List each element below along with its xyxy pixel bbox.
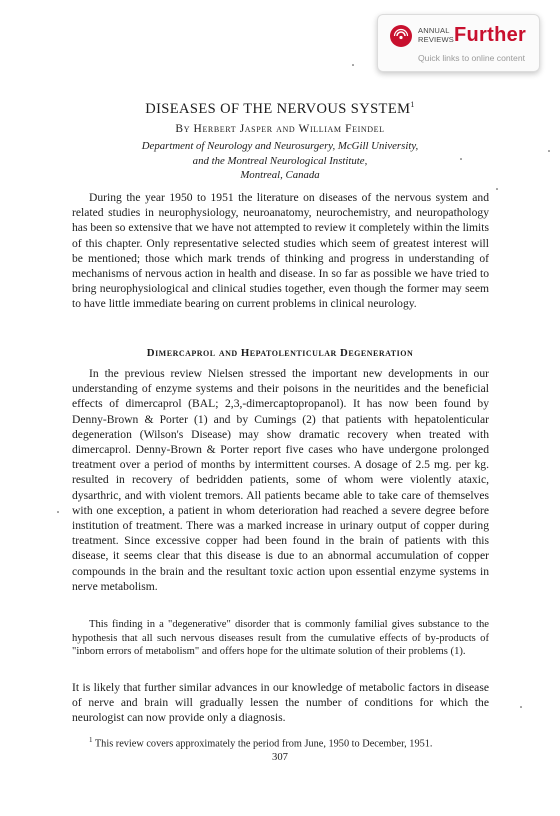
outlook-paragraph: It is likely that further similar advances in our knowledge of metabolic factors in disease of nerve and brain will gradually lessen the number of conditions for which the neurologist can now provide only a diagnosis. [72, 681, 489, 725]
footnote [72, 734, 489, 750]
title-footnote-mark: 1 [410, 100, 415, 109]
badge-brand-line2: REVIEWS [418, 35, 454, 44]
article-title [0, 96, 560, 118]
annual-reviews-further-badge[interactable] [377, 14, 540, 72]
article-byline: By Herbert Jasper and William Feindel [175, 123, 385, 135]
hypothesis-paragraph: This finding in a "degenerative" disorder that is commonly familial gives substance to the hypothesis that all such nervous diseases result from the cumulative effects of by-products of "inborn errors of metabolism" and offers hope for the ultimate solution of their problems (1). [72, 619, 489, 658]
dimercaprol-paragraph: In the previous review Nielsen stressed the important new developments in our understanding of enzyme systems and their poisons in the neuritides and the beneficial effects of dimercaprol (BAL; 2,3,-dimercaptopropanol). It has now been found by Denny-Brown & Porter (1) and by Cumings (2) that patients with hepatolenticular degeneration (Wilson's Disease) may show dramatic recovery when treated with dimercaprol. Denny-Brown & Porter report five cases who have undergone prolonged treatment over a period of months by intermittent courses. A dosage of 2.5 mg. per kg. resulted in recovery of bedridden patients, some of whom were violently ataxic, dysarthric, and with violent tremors. All patients became able to take care of themselves with one exception, a patient in whom deterioration had reached a severe degree before institution of treatment. There was a marked increase in urinary output of copper during treatment. Since excessive copper had been found in the brain of patients with this disease, it seems clear that this disease is due to an abnormal accumulation of copper compounds in the brain and the resultant toxic action upon essential enzyme systems in nerve metabolism. [72, 367, 489, 593]
footnote-text: This review covers approximately the period from June, 1950 to December, 1951. [94, 738, 433, 750]
badge-brand-line1: ANNUAL [418, 26, 450, 35]
affiliation-line3: Montreal, Canada [240, 169, 320, 181]
intro-paragraph: During the year 1950 to 1951 the literature on diseases of the nervous system and related studies in neurophysiology, neuroanatomy, neurochemistry, and neuropathology has been so extensive that we have not attempted to review it completely within the limits of this chapter. Only representative selected studies which seem of greatest interest will be mentioned; those which mark trends of thinking and progress in understanding of mechanisms of nervous action in health and disease. In so far as possible we have tried to bring neurophysiological and clinical studies together, even though the former may seem to have little immediate bearing on current problems in clinical neurology. [72, 191, 489, 311]
scan-speck [57, 511, 59, 513]
scan-speck [460, 158, 462, 160]
footnote-mark: 1 [89, 736, 93, 744]
page-number: 307 [272, 752, 288, 763]
scan-speck [496, 188, 498, 190]
badge-brand [418, 26, 452, 44]
scan-speck [520, 706, 522, 708]
section-heading: Dimercaprol and Hepatolenticular Degeneration [146, 347, 414, 359]
article-title-text: DISEASES OF THE NERVOUS SYSTEM [145, 100, 411, 117]
scan-speck [548, 150, 550, 152]
scan-speck [352, 64, 354, 66]
annual-reviews-logo-icon [390, 25, 412, 47]
badge-subtitle: Quick links to online content [418, 53, 526, 63]
affiliation-line2: and the Montreal Neurological Institute, [192, 154, 368, 167]
article-affiliation [0, 139, 560, 183]
affiliation-line1: Department of Neurology and Neurosurgery, McGill University, [141, 140, 419, 152]
badge-title: Further [454, 24, 527, 46]
